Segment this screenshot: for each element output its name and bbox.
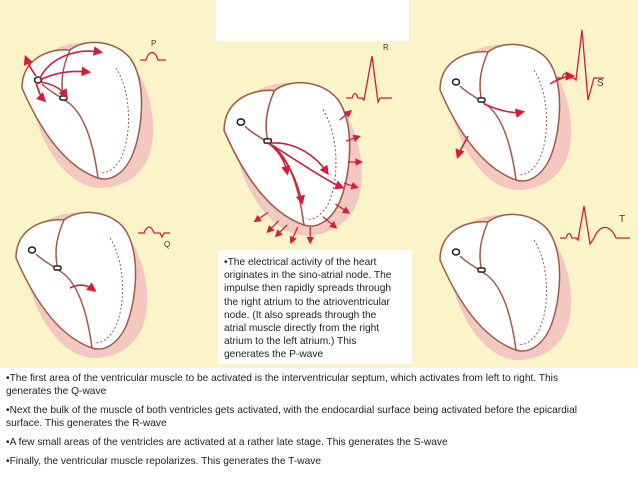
ecg-t-trace — [560, 206, 630, 244]
caption-line: atrial muscle directly from the right — [224, 323, 380, 335]
explanation-line: •The first area of the ventricular muscle to be activated is the interventricular septum, which activates from left to right. This — [6, 373, 559, 384]
explanation-line: •Next the bulk of the muscle of both ventricles gets activated, with the endocardial surface being activated before the epicardial — [6, 405, 577, 416]
t-wave-label: T — [619, 214, 626, 225]
caption-line: the right atrium to the atrioventricular — [224, 296, 390, 308]
r-wave-label: R — [383, 43, 389, 52]
caption-line: impulse then rapidly spreads through — [224, 283, 392, 295]
explanation-line: generates the Q-wave — [6, 386, 107, 397]
q-wave-explanation — [6, 372, 632, 398]
p-wave-label: P — [151, 39, 157, 48]
heart-t-wave — [440, 214, 571, 360]
heart-s-wave — [440, 44, 572, 190]
caption-line: •The electrical activity of the heart — [224, 257, 377, 268]
q-wave-label: Q — [164, 240, 171, 249]
t-wave-explanation — [6, 455, 632, 468]
ecg-r-trace — [346, 43, 392, 102]
r-wave-explanation — [6, 404, 632, 430]
caption-line: atrium to the left atrium.) This — [224, 336, 357, 348]
ecg-q-trace — [138, 227, 170, 249]
heart-p-wave — [22, 42, 153, 188]
s-wave-label: S — [597, 78, 604, 89]
s-wave-explanation — [6, 436, 632, 449]
heart-q-wave — [16, 212, 147, 358]
wave-explanations — [0, 368, 638, 478]
heart-r-wave — [224, 83, 362, 242]
sa-node-description — [218, 250, 412, 364]
ecg-p-trace — [140, 39, 166, 60]
explanation-line: •A few small areas of the ventricles are activated at a rather late stage. This generates the S-wave — [6, 437, 448, 448]
caption-line: node. (It also spreads through the — [224, 309, 377, 321]
explanation-line: •Finally, the ventricular muscle repolarizes. This generates the T-wave — [6, 456, 321, 467]
caption-line: originates in the sino-atrial node. The — [224, 270, 392, 282]
caption-line: generates the P-wave — [224, 349, 324, 361]
explanation-line: surface. This generates the R-wave — [6, 418, 167, 429]
